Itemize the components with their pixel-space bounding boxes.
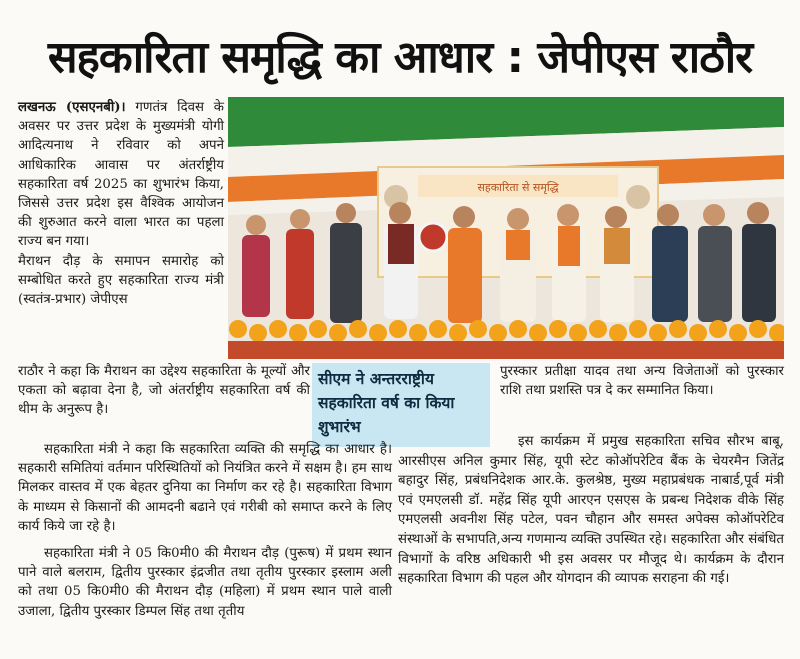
dateline: लखनऊ (एसएनबी)।: [18, 100, 126, 115]
news-photo: [228, 97, 784, 359]
paragraph-marathon-cont: राठौर ने कहा कि मैराथन का उद्देश्य सहकारिता के मूल्यों और एकता को बढ़ावा देना है, जो अंतर्राष्ट्रीय सहकारिता वर्ष की थीम के अनुरूप है।: [18, 364, 310, 418]
event-photo-illustration: [228, 97, 784, 359]
right-top-column: [500, 362, 784, 400]
paragraph-awards: सहकारिता मंत्री ने 05 कि0मी0 की मैराथन दौड़ (पुरूष) में प्रथम स्थान पाने वाले बलराम, द्वितीय पुरस्कार इंद्रजीत तथा तृतीय पुरस्कार इस्लाम अली को तथा 05 कि0मी0 की मैराथन दौड़ (महिला) में प्रथम स्थान पाले वाली उजाला, द्वितीय पुरस्कार डिम्पल सिंह तथा तृतीय: [18, 546, 392, 619]
right-column: [398, 432, 784, 589]
subheadline-box: सीएम ने अन्तरराष्ट्रीय सहकारिता वर्ष का किया शुभारंभ: [312, 363, 490, 447]
paragraph-awards-cont: पुरस्कार प्रतीक्षा यादव तथा अन्य विजेताओं को पुरस्कार राशि तथा प्रशस्ति पत्र दे कर सम्मानित किया।: [500, 364, 784, 399]
paragraph-marathon: मैराथन दौड़ के समापन समारोह को सम्बोधित करते हुए सहकारिता राज्य मंत्री (स्वतंत्र-प्रभार) जेपीएस: [18, 253, 224, 308]
paragraph-attendees: इस कार्यक्रम में प्रमुख सहकारिता सचिव सौरभ बाबू, आरसीएस अनिल कुमार सिंह, यूपी स्टेट कोऑपरेटिव बैंक के चेयरमैन जितेंद्र बहादुर सिंह, प्रबंधनिदेशक आर.के. कुलश्रेष्ठ, मुख्य महाप्रबंधक नाबार्ड,पूर्व मंत्री एवं एमएलसी डॉ. महेंद्र सिंह यूपी आरएन एसएस के प्रबन्ध निदेशक वीके सिंह एमएलसी अवनीश सिंह पटेल, पवन चौहान और समस्त अपेक्स कोऑपरेटिव संस्थाओं के सभापति,अन्य गणमान्य व्यक्ति उपस्थित रहे। सहकारिता और संबंधित विभागों के वरिष्ठ अधिकारी भी इस अवसर पर मौजूद थे। कार्यक्रम के दौरान सहकारिता विभाग की पहल और योगदान की व्यापक सराहना की गई।: [398, 434, 784, 587]
left-continuation: [18, 362, 310, 420]
intro-text: गणतंत्र दिवस के अवसर पर उत्तर प्रदेश के मुख्यमंत्री योगी आदित्यनाथ ने रविवार को अपने आधिकारिक आवास पर अंतर्राष्ट्रीय सहकारिता वर्ष 2025 का शुभारंभ किया, जिससे उत्तर प्रदेश इस वैश्विक आयोजन की शुरुआत करने वाला भारत का पहला राज्य बन गया।: [18, 100, 225, 250]
backdrop-banner-text: सहकारिता से समृद्धि: [477, 181, 559, 194]
paragraph-intro: [18, 98, 224, 252]
paragraph-minister: सहकारिता मंत्री ने कहा कि सहकारिता व्यक्ति की समृद्धि का आधार है। सहकारी समितियां वर्तमान परिस्थितियों को नियंत्रित करने में सक्षम है। हम साथ मिलकर वास्तव में एक बेहतर दुनिया का निर्माण कर रहे है। सहकारिता विभाग के माध्यम से किसानों की आमदनी बढाने एवं गरीबी को समाप्त करने के लिए कार्य किये जा रहे है।: [18, 442, 392, 534]
left-column: [18, 98, 224, 309]
lower-left-column: [18, 432, 392, 621]
headline: सहकारिता समृद्धि का आधार : जेपीएस राठौर: [47, 32, 753, 83]
